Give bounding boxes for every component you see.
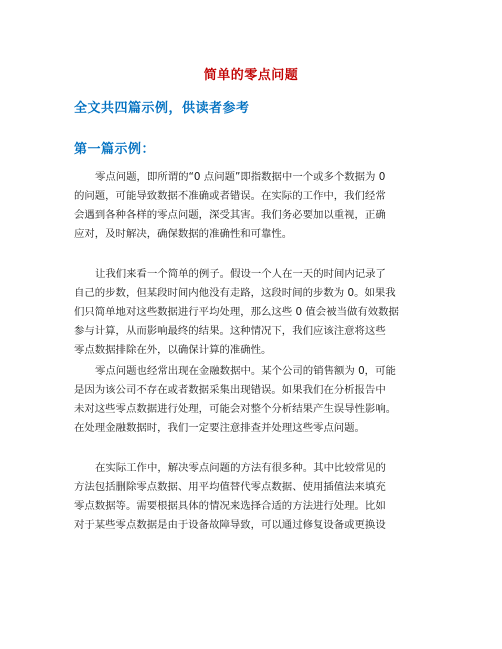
paragraph-line: 让我们来看一个简单的例子。假设一个人在一天的时间内记录了 <box>95 268 386 280</box>
paragraph-line: 们只简单地对这些数据进行平均处理，那么这些 0 值会被当做有效数据 <box>74 306 399 318</box>
document-subtitle: 全文共四篇示例，供读者参考 <box>74 101 250 116</box>
paragraph-line: 对于某些零点数据是由于设备故障导致，可以通过修复设备或更换设 <box>74 519 386 531</box>
paragraph-line: 在实际工作中，解决零点问题的方法有很多种。其中比较常见的 <box>95 462 386 474</box>
paragraph-4 <box>74 459 434 535</box>
paragraph-line: 的问题，可能导致数据不准确或者错误。在实际的工作中，我们经常 <box>74 190 386 202</box>
paragraph-line: 未对这些零点数据进行处理，可能会对整个分析结果产生误导性影响。 <box>74 403 397 415</box>
paragraph-2 <box>74 265 434 360</box>
document-title: 简单的零点问题 <box>203 68 299 83</box>
paragraph-line: 自己的步数，但某段时间内他没有走路，这段时间的步数为 0。如果我 <box>74 287 396 299</box>
paragraph-line: 是因为该公司不存在或者数据采集出现错误。如果我们在分析报告中 <box>74 384 386 396</box>
paragraph-line: 应对，及时解决，确保数据的准确性和可靠性。 <box>74 228 293 240</box>
section-heading: 第一篇示例： <box>74 142 156 157</box>
paragraph-line: 零点问题，即所谓的“0 点问题”即指数据中一个或多个数据为 0 <box>95 171 386 183</box>
paragraph-line: 在处理金融数据时，我们一定要注意排查并处理这些零点问题。 <box>74 422 365 434</box>
paragraph-line: 方法包括删除零点数据、用平均值替代零点数据、使用插值法来填充 <box>74 481 386 493</box>
paragraph-line: 零点问题也经常出现在金融数据中。某个公司的销售额为 0，可能 <box>95 365 396 377</box>
paragraph-line: 会遇到各种各样的零点问题，深受其害。我们务必要加以重视，正确 <box>74 209 386 221</box>
paragraph-line: 参与计算，从而影响最终的结果。这种情况下，我们应该注意将这些 <box>74 325 386 337</box>
paragraph-line: 零点数据等。需要根据具体的情况来选择合适的方法进行处理。比如 <box>74 500 386 512</box>
paragraph-3 <box>74 362 434 438</box>
paragraph-line: 零点数据排除在外，以确保计算的准确性。 <box>74 344 272 356</box>
paragraph-1 <box>74 168 434 244</box>
